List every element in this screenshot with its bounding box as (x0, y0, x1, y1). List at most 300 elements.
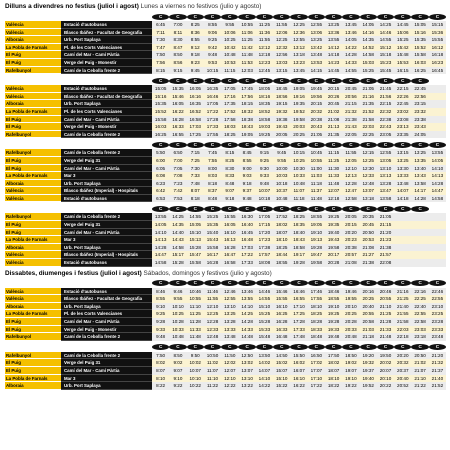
table-row (5, 36, 446, 44)
table-row (5, 310, 446, 318)
departure-time: 18:16 (258, 93, 271, 99)
departure-time: 13:07 (362, 188, 374, 194)
departure-time: 13:50 (258, 352, 271, 358)
departure-time: 19:40 (362, 375, 374, 381)
departure-time: 20:05 (345, 214, 357, 220)
departure-time: 14:25 (241, 311, 253, 317)
departure-time (394, 259, 411, 267)
departure-time: 19:55 (345, 296, 357, 302)
departure-time: 14:02 (258, 360, 271, 366)
departure-time: 20:05 (275, 131, 288, 137)
departure-time: 7:25 (190, 157, 200, 163)
departure-time: 8:07 (190, 188, 200, 194)
section-title-spanish: Lunes a viernes no festivos (julio y agosto) (140, 3, 262, 10)
departure-time: 11:53 (241, 59, 253, 65)
stop-location: Camí de la Cebolla frente 2 (61, 149, 152, 157)
departure-time: 8:15 (156, 67, 166, 73)
departure-time: 15:58 (414, 52, 426, 58)
accessible-bus-icon: C (187, 142, 204, 148)
departure-time: 14:55 (379, 37, 392, 43)
departure-time: 18:25 (275, 244, 288, 250)
table-row (5, 51, 446, 59)
stop-town: El Puig (5, 326, 61, 334)
departure-time: 12:50 (241, 352, 253, 358)
section-title (5, 2, 446, 12)
departure-time: 17:52 (224, 108, 236, 114)
departure-time: 20:03 (293, 124, 305, 130)
departure-time: 12:33 (206, 326, 219, 332)
section-title-catalan: Dissabtes, diumenges i festius (juliol i agost) (5, 269, 142, 277)
departure-time: 16:28 (206, 260, 219, 266)
departure-time: 7:53 (173, 195, 183, 201)
departure-time: 14:50 (275, 352, 288, 358)
departure-time: 16:25 (275, 311, 288, 317)
departure-time: 9:55 (173, 296, 183, 302)
stop-town: Rafelbunyol (5, 352, 61, 360)
accessible-bus-icon: C (204, 280, 221, 286)
departure-time: 8:11 (173, 29, 183, 35)
departure-time: 21:52 (362, 108, 374, 114)
departure-time: 12:55 (224, 296, 236, 302)
departure-time: 22:40 (414, 303, 426, 309)
accessible-bus-icon: C (394, 344, 411, 350)
departure-time: 21:08 (345, 260, 357, 266)
accessible-bus-icon: C (221, 14, 238, 20)
departure-time: 22:15 (397, 86, 409, 92)
departure-time: 9:33 (156, 326, 166, 332)
departure-time: 8:47 (173, 44, 183, 50)
accessible-bus-icon: C (342, 344, 359, 350)
accessible-bus-icon: C (169, 344, 186, 350)
departure-time: 9:48 (208, 52, 218, 58)
stop-location: Estació d'autobusos (61, 21, 152, 29)
accessible-bus-icon: C (187, 280, 204, 286)
departure-time: 14:58 (154, 260, 167, 266)
departure-time: 13:10 (224, 303, 236, 309)
departure-time: 14:18 (397, 195, 409, 201)
table-row (5, 352, 446, 360)
table-row (5, 172, 446, 180)
departure-time: 21:33 (379, 326, 392, 332)
departure-time: 19:52 (293, 108, 305, 114)
departure-time: 9:25 (208, 37, 218, 43)
table-row (5, 359, 446, 367)
table-row (5, 244, 446, 252)
departure-time: 12:06 (275, 29, 288, 35)
departure-time: 14:58 (362, 52, 374, 58)
departure-time (411, 221, 428, 229)
departure-time: 14:28 (414, 195, 426, 201)
stop-location: Camí de la Cebolla frente 2 (61, 213, 152, 221)
departure-time: 8:55 (190, 37, 200, 43)
departure-time: 17:05 (206, 101, 219, 107)
departure-time: 17:25 (293, 311, 305, 317)
departure-time: 8:55 (208, 22, 218, 27)
accessible-bus-icon: C (290, 142, 307, 148)
accessible-bus-icon: C (360, 344, 377, 350)
departure-time: 21:45 (379, 86, 392, 92)
departure-time (429, 85, 446, 93)
accessible-bus-icon: C (273, 142, 290, 148)
departure-time: 11:55 (206, 296, 219, 302)
departure-time: 12:33 (362, 173, 374, 179)
departure-time: 22:43 (379, 124, 392, 130)
departure-time: 14:17 (414, 188, 426, 194)
stop-town: Alboraia (5, 180, 61, 188)
departure-time: 22:55 (431, 296, 444, 302)
departure-time: 11:50 (224, 352, 236, 358)
departure-time: 8:10 (156, 375, 166, 381)
departure-time: 10:10 (172, 303, 184, 309)
stop-town: València (5, 295, 61, 303)
departure-time: 11:18 (310, 180, 322, 186)
departure-time: 11:48 (241, 52, 253, 58)
departure-time: 11:36 (258, 29, 270, 35)
departure-time: 8:48 (225, 180, 235, 186)
departure-time: 18:40 (293, 229, 305, 235)
departure-time: 21:08 (327, 116, 340, 122)
departure-time: 10:53 (224, 59, 236, 65)
stop-location: Urb. Port Saplaya (61, 100, 152, 108)
departure-time: 16:28 (172, 116, 184, 122)
departure-time: 11:02 (206, 360, 219, 366)
departure-time (411, 213, 428, 221)
stop-location: Camí del Mar - Camí Pàrtia (61, 165, 152, 173)
departure-time: 23:38 (414, 116, 426, 122)
departure-time: 17:05 (224, 86, 236, 92)
departure-time: 18:33 (310, 326, 323, 332)
departure-time: 13:48 (397, 180, 409, 186)
departure-time: 13:55 (327, 37, 340, 43)
departure-time: 16:05 (172, 101, 184, 107)
accessible-bus-icon: C (290, 14, 307, 20)
departure-time: 16:58 (189, 116, 201, 122)
departure-time: 15:45 (379, 67, 392, 73)
stop-location: Urb. Port Saplaya (61, 36, 152, 44)
departure-time: 18:07 (275, 229, 288, 235)
departure-time: 20:32 (310, 108, 323, 114)
table-row (5, 251, 446, 259)
departure-time: 14:10 (154, 229, 167, 235)
departure-time: 19:58 (310, 260, 323, 266)
stop-town: El Puig (5, 123, 61, 131)
departure-time: 18:43 (241, 124, 253, 130)
departure-time: 9:55 (277, 157, 287, 163)
departure-time: 9:30 (259, 165, 269, 171)
stop-town: La Pobla de Farnals (5, 108, 61, 116)
departure-time: 14:05 (362, 22, 374, 27)
departure-time: 21:02 (414, 360, 426, 366)
departure-time: 18:10 (275, 237, 288, 243)
accessible-bus-icon: C (411, 78, 428, 84)
departure-time: 21:08 (362, 244, 374, 250)
departure-time: 9:07 (173, 367, 183, 373)
stop-location: Estació d'autobusos (61, 259, 152, 267)
departure-time: 11:18 (293, 195, 305, 201)
departure-time: 8:18 (208, 180, 218, 186)
table-row (5, 229, 446, 237)
departure-time: 8:55 (242, 157, 252, 163)
stop-town: La Pobla de Farnals (5, 375, 61, 383)
departure-time: 8:07 (156, 367, 166, 373)
departure-time: 17:45 (241, 86, 253, 92)
accessible-bus-icon: C (187, 206, 204, 212)
departure-time: 13:58 (379, 195, 392, 201)
departure-time: 9:18 (242, 180, 252, 186)
departure-time: 18:55 (275, 260, 288, 266)
departure-time: 20:28 (345, 319, 357, 324)
departure-time: 16:33 (275, 326, 288, 332)
stop-town: El Puig (5, 221, 61, 229)
accessible-bus-icon: C (360, 78, 377, 84)
departure-time: 13:25 (310, 37, 323, 43)
departure-time: 18:07 (327, 367, 340, 373)
stop-town: El Puig (5, 367, 61, 375)
stop-location: Camí del Mar - Camí Pàrtia (61, 318, 152, 326)
departure-time: 17:35 (224, 101, 236, 107)
departure-time: 21:15 (345, 101, 357, 107)
accessible-bus-icon: C (325, 280, 342, 286)
departure-time: 12:10 (224, 375, 236, 381)
departure-time: 19:22 (345, 383, 357, 389)
stop-town: El Puig (5, 59, 61, 67)
departure-time: 14:16 (362, 29, 374, 35)
departure-time: 10:25 (172, 311, 184, 317)
departure-time: 11:55 (276, 22, 288, 27)
table-row (5, 288, 446, 296)
departure-time: 6:50 (173, 150, 183, 156)
table-row (5, 382, 446, 390)
accessible-bus-icon: C (204, 142, 221, 148)
accessible-bus-icon: C (169, 78, 186, 84)
table-row (5, 213, 446, 221)
departure-time: 7:48 (190, 180, 200, 186)
departure-time: 14:55 (345, 67, 357, 73)
table-row (5, 375, 446, 383)
departure-time: 18:25 (224, 131, 236, 137)
departure-time: 8:02 (156, 360, 166, 366)
departure-time: 14:18 (327, 52, 340, 58)
section-title-catalan: Dilluns a divendres no festius (juliol i agost) (5, 3, 139, 10)
departure-time: 16:23 (431, 59, 444, 65)
accessible-bus-icon: C (394, 280, 411, 286)
departure-time: 10:18 (258, 195, 271, 201)
accessible-bus-icon: C (221, 142, 238, 148)
departure-time: 16:17 (206, 252, 219, 258)
departure-time: 12:13 (345, 173, 357, 179)
stop-location: Camí de la Cebolla frente 2 (61, 333, 152, 341)
departure-time: 8:45 (242, 150, 252, 156)
accessible-bus-icon: C (238, 78, 255, 84)
departure-time: 7:50 (156, 52, 166, 58)
departure-time: 23:03 (414, 326, 426, 332)
stop-town: Alboraia (5, 303, 61, 311)
departure-time: 10:30 (293, 165, 305, 171)
accessible-bus-icon: C (238, 142, 255, 148)
departure-time: 20:25 (362, 296, 374, 302)
accessible-bus-icon: C (290, 78, 307, 84)
departure-time: 9:28 (156, 319, 166, 324)
accessible-bus-icon: C (238, 280, 255, 286)
departure-time: 16:10 (275, 303, 288, 309)
stop-town: Rafelbunyol (5, 213, 61, 221)
departure-time: 17:16 (224, 93, 236, 99)
departure-time: 19:50 (379, 352, 392, 358)
departure-time: 13:55 (431, 150, 444, 156)
departure-time: 12:02 (224, 360, 236, 366)
departure-time: 16:28 (224, 244, 236, 250)
departure-time: 13:07 (241, 367, 253, 373)
accessible-bus-icon: C (360, 280, 377, 286)
departure-time: 12:07 (224, 367, 236, 373)
table-row (5, 326, 446, 334)
departure-time: 13:48 (310, 52, 323, 58)
accessible-bus-icon: C (204, 206, 221, 212)
departure-time: 13:23 (293, 59, 305, 65)
departure-time: 9:45 (190, 67, 200, 73)
departure-time: 20:55 (362, 311, 374, 317)
departure-time: 16:48 (275, 334, 288, 340)
departure-time: 9:10 (156, 303, 166, 309)
departure-time: 11:33 (328, 173, 340, 179)
departure-time: 21:55 (397, 311, 409, 317)
departure-time: 19:16 (293, 93, 305, 99)
departure-time: 14:47 (154, 252, 167, 258)
stop-town: Rafelbunyol (5, 131, 61, 139)
departure-time: 11:25 (328, 157, 340, 163)
accessible-bus-icon: C (273, 280, 290, 286)
departure-time: 13:40 (414, 165, 426, 171)
departure-time: 22:16 (414, 288, 426, 294)
departure-time: 14:28 (345, 52, 357, 58)
departure-time: 17:33 (293, 326, 305, 332)
departure-time: 9:48 (259, 180, 269, 186)
departure-time: 12:25 (293, 22, 305, 27)
departure-time: 14:07 (258, 367, 271, 373)
departure-time: 18:35 (258, 101, 271, 107)
accessible-bus-icon: C (238, 14, 255, 20)
departure-time: 14:55 (189, 214, 201, 220)
departure-time: 14:05 (431, 157, 444, 163)
departure-time: 15:28 (189, 244, 201, 250)
accessible-bus-icon: C (360, 206, 377, 212)
departure-time: 19:25 (327, 214, 340, 220)
departure-time: 20:50 (362, 229, 374, 235)
departure-time: 14:35 (172, 222, 184, 228)
departure-time: 22:46 (431, 288, 444, 294)
departure-time: 16:05 (189, 86, 201, 92)
departure-time: 16:40 (241, 222, 253, 228)
departure-time: 13:55 (241, 296, 253, 302)
departure-time: 10:28 (172, 319, 184, 324)
accessible-bus-icon: C (273, 78, 290, 84)
departure-time: 11:25 (241, 37, 253, 43)
table-row (5, 108, 446, 116)
departure-time: 9:06 (208, 29, 218, 35)
departure-time: 9:46 (173, 288, 183, 294)
departure-time: 18:55 (327, 296, 340, 302)
departure-time: 19:32 (275, 108, 288, 114)
departure-time: 8:37 (208, 188, 218, 194)
departure-time: 13:48 (224, 334, 236, 340)
departure-time: 15:05 (154, 86, 167, 92)
departure-time: 11:10 (206, 375, 219, 381)
departure-time: 17:28 (293, 319, 305, 324)
departure-time: 17:22 (241, 252, 253, 258)
departure-time: 10:50 (206, 352, 219, 358)
stop-location: Camí del Mar - Camí Pàrtia (61, 116, 152, 124)
departure-time: 6:23 (156, 180, 166, 186)
departure-time: 8:25 (190, 22, 200, 27)
departure-time: 14:10 (241, 303, 253, 309)
table-row (5, 236, 446, 244)
accessible-bus-icon: C (152, 14, 169, 20)
departure-time: 19:43 (327, 237, 340, 243)
departure-time: 15:10 (258, 303, 271, 309)
accessible-bus-icon: C (342, 280, 359, 286)
stop-location: Camí de la Cebolla frente 2 (61, 131, 152, 139)
departure-time: 15:23 (379, 59, 392, 65)
departure-time (411, 236, 428, 244)
departure-time: 16:33 (172, 124, 184, 130)
departure-time: 12:30 (362, 165, 374, 171)
stop-location: Blasco Ibáñez - Facultat de Geografia (61, 29, 152, 37)
departure-time (429, 236, 446, 244)
departure-time: 13:47 (379, 188, 392, 194)
departure-time: 10:18 (275, 180, 288, 186)
section-title (5, 269, 446, 279)
stop-location: Camí del Mar - Camí Pàrtia (61, 229, 152, 237)
departure-time: 19:33 (327, 326, 340, 332)
departure-time: 15:35 (206, 222, 219, 228)
departure-time: 14:58 (431, 195, 444, 201)
departure-time: 12:15 (362, 150, 374, 156)
departure-time: 7:30 (156, 37, 166, 43)
departure-time: 15:05 (189, 222, 201, 228)
departure-time: 12:46 (224, 288, 236, 294)
departure-time: 16:10 (293, 375, 305, 381)
stop-location: Camí de la Cebolla frente 2 (61, 352, 152, 360)
accessible-bus-icon: C (308, 14, 325, 20)
departure-time: 15:43 (206, 237, 219, 243)
departure-time: 9:02 (173, 360, 183, 366)
departure-time: 18:43 (293, 237, 305, 243)
departure-time: 13:25 (224, 311, 236, 317)
departure-time: 13:06 (310, 29, 323, 35)
departure-time: 19:13 (310, 237, 323, 243)
departure-time: 21:25 (379, 311, 392, 317)
accessible-bus-icon: C (429, 142, 446, 148)
departure-time: 13:10 (241, 375, 253, 381)
departure-time: 16:50 (310, 352, 323, 358)
table-row (5, 295, 446, 303)
departure-time: 22:18 (397, 334, 409, 340)
departure-time: 22:58 (414, 319, 426, 324)
table-row (5, 59, 446, 67)
timetable-block (5, 279, 446, 341)
departure-time: 21:32 (431, 360, 444, 366)
departure-time: 17:38 (258, 244, 271, 250)
departure-time: 15:58 (154, 116, 167, 122)
departure-time: 19:10 (345, 375, 357, 381)
departure-time: 17:33 (241, 260, 253, 266)
departure-time (394, 244, 411, 252)
departure-time: 7:00 (173, 157, 183, 163)
stop-location: Verge del Puig 31 (61, 157, 152, 165)
timetable-block (5, 204, 446, 266)
departure-time: 10:46 (189, 288, 201, 294)
departure-time: 23:13 (397, 124, 409, 130)
